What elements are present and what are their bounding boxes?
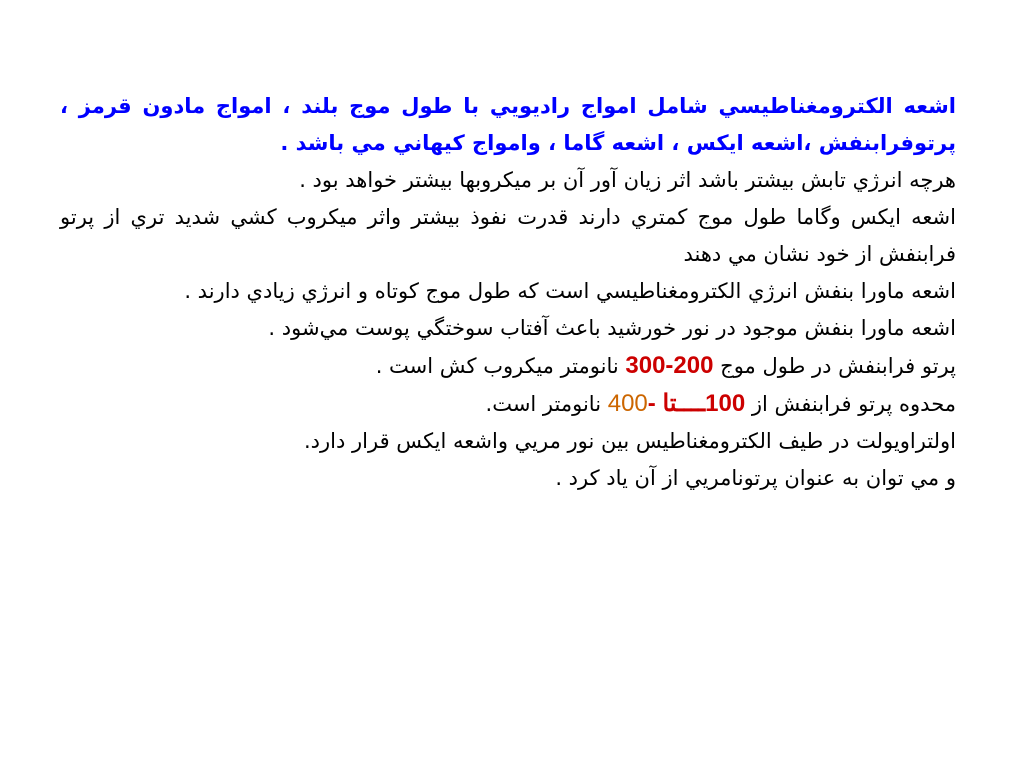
paragraph-invisible-ray: و مي توان به عنوان پرتونامريي از آن ياد كرد .	[555, 466, 956, 490]
paragraph-uv-germicidal	[60, 347, 956, 385]
range-ta: ــــتا -	[647, 390, 706, 417]
paragraph-em-spectrum: اشعه الكترومغناطيسي شامل امواج راديويي با طول موج بلند ، امواج مادون قرمز ، پرتوفرابنفش ،اشعه ايكس ، اشعه گاما ، وامواج كيهاني مي باشد .	[60, 94, 956, 155]
paragraph-uv-definition: اشعه ماورا بنفش انرژي الكترومغناطيسي است كه طول موج كوتاه و انرژي زيادي دارند .	[184, 279, 956, 303]
paragraph-uv-range	[60, 385, 956, 423]
range-to: 400	[607, 390, 648, 417]
germicidal-prefix: پرتو فرابنفش در طول موج	[720, 354, 956, 378]
slide-body	[60, 88, 956, 497]
range-prefix: محدوه پرتو فرابنفش از	[751, 392, 956, 416]
paragraph-uv-sunburn: اشعه ماورا بنفش موجود در نور خورشيد باعث آفتاب سوختگي پوست مي‌شود .	[268, 316, 956, 340]
germicidal-suffix: نانومتر ميكروب كش است .	[375, 354, 619, 378]
paragraph-xray-gamma: اشعه ايكس وگاما طول موج كمتري دارند قدرت نفوذ بيشتر واثر ميكروب كشي شديد تري از پرتو فرابنفش از خود نشان مي دهند	[60, 205, 956, 266]
paragraph-energy: هرچه انرژي تابش بيشتر باشد اثر زيان آور آن بر ميكروبها بيشتر خواهد بود .	[299, 168, 956, 192]
paragraph-ultraviolet-position: اولتراويولت در طيف الكترومغناطيس بين نور مريي واشعه ايكس قرار دارد.	[303, 429, 956, 453]
range-suffix: نانومتر است.	[485, 392, 602, 416]
range-from: 100	[705, 390, 746, 417]
germicidal-range: 300-200	[625, 352, 714, 379]
